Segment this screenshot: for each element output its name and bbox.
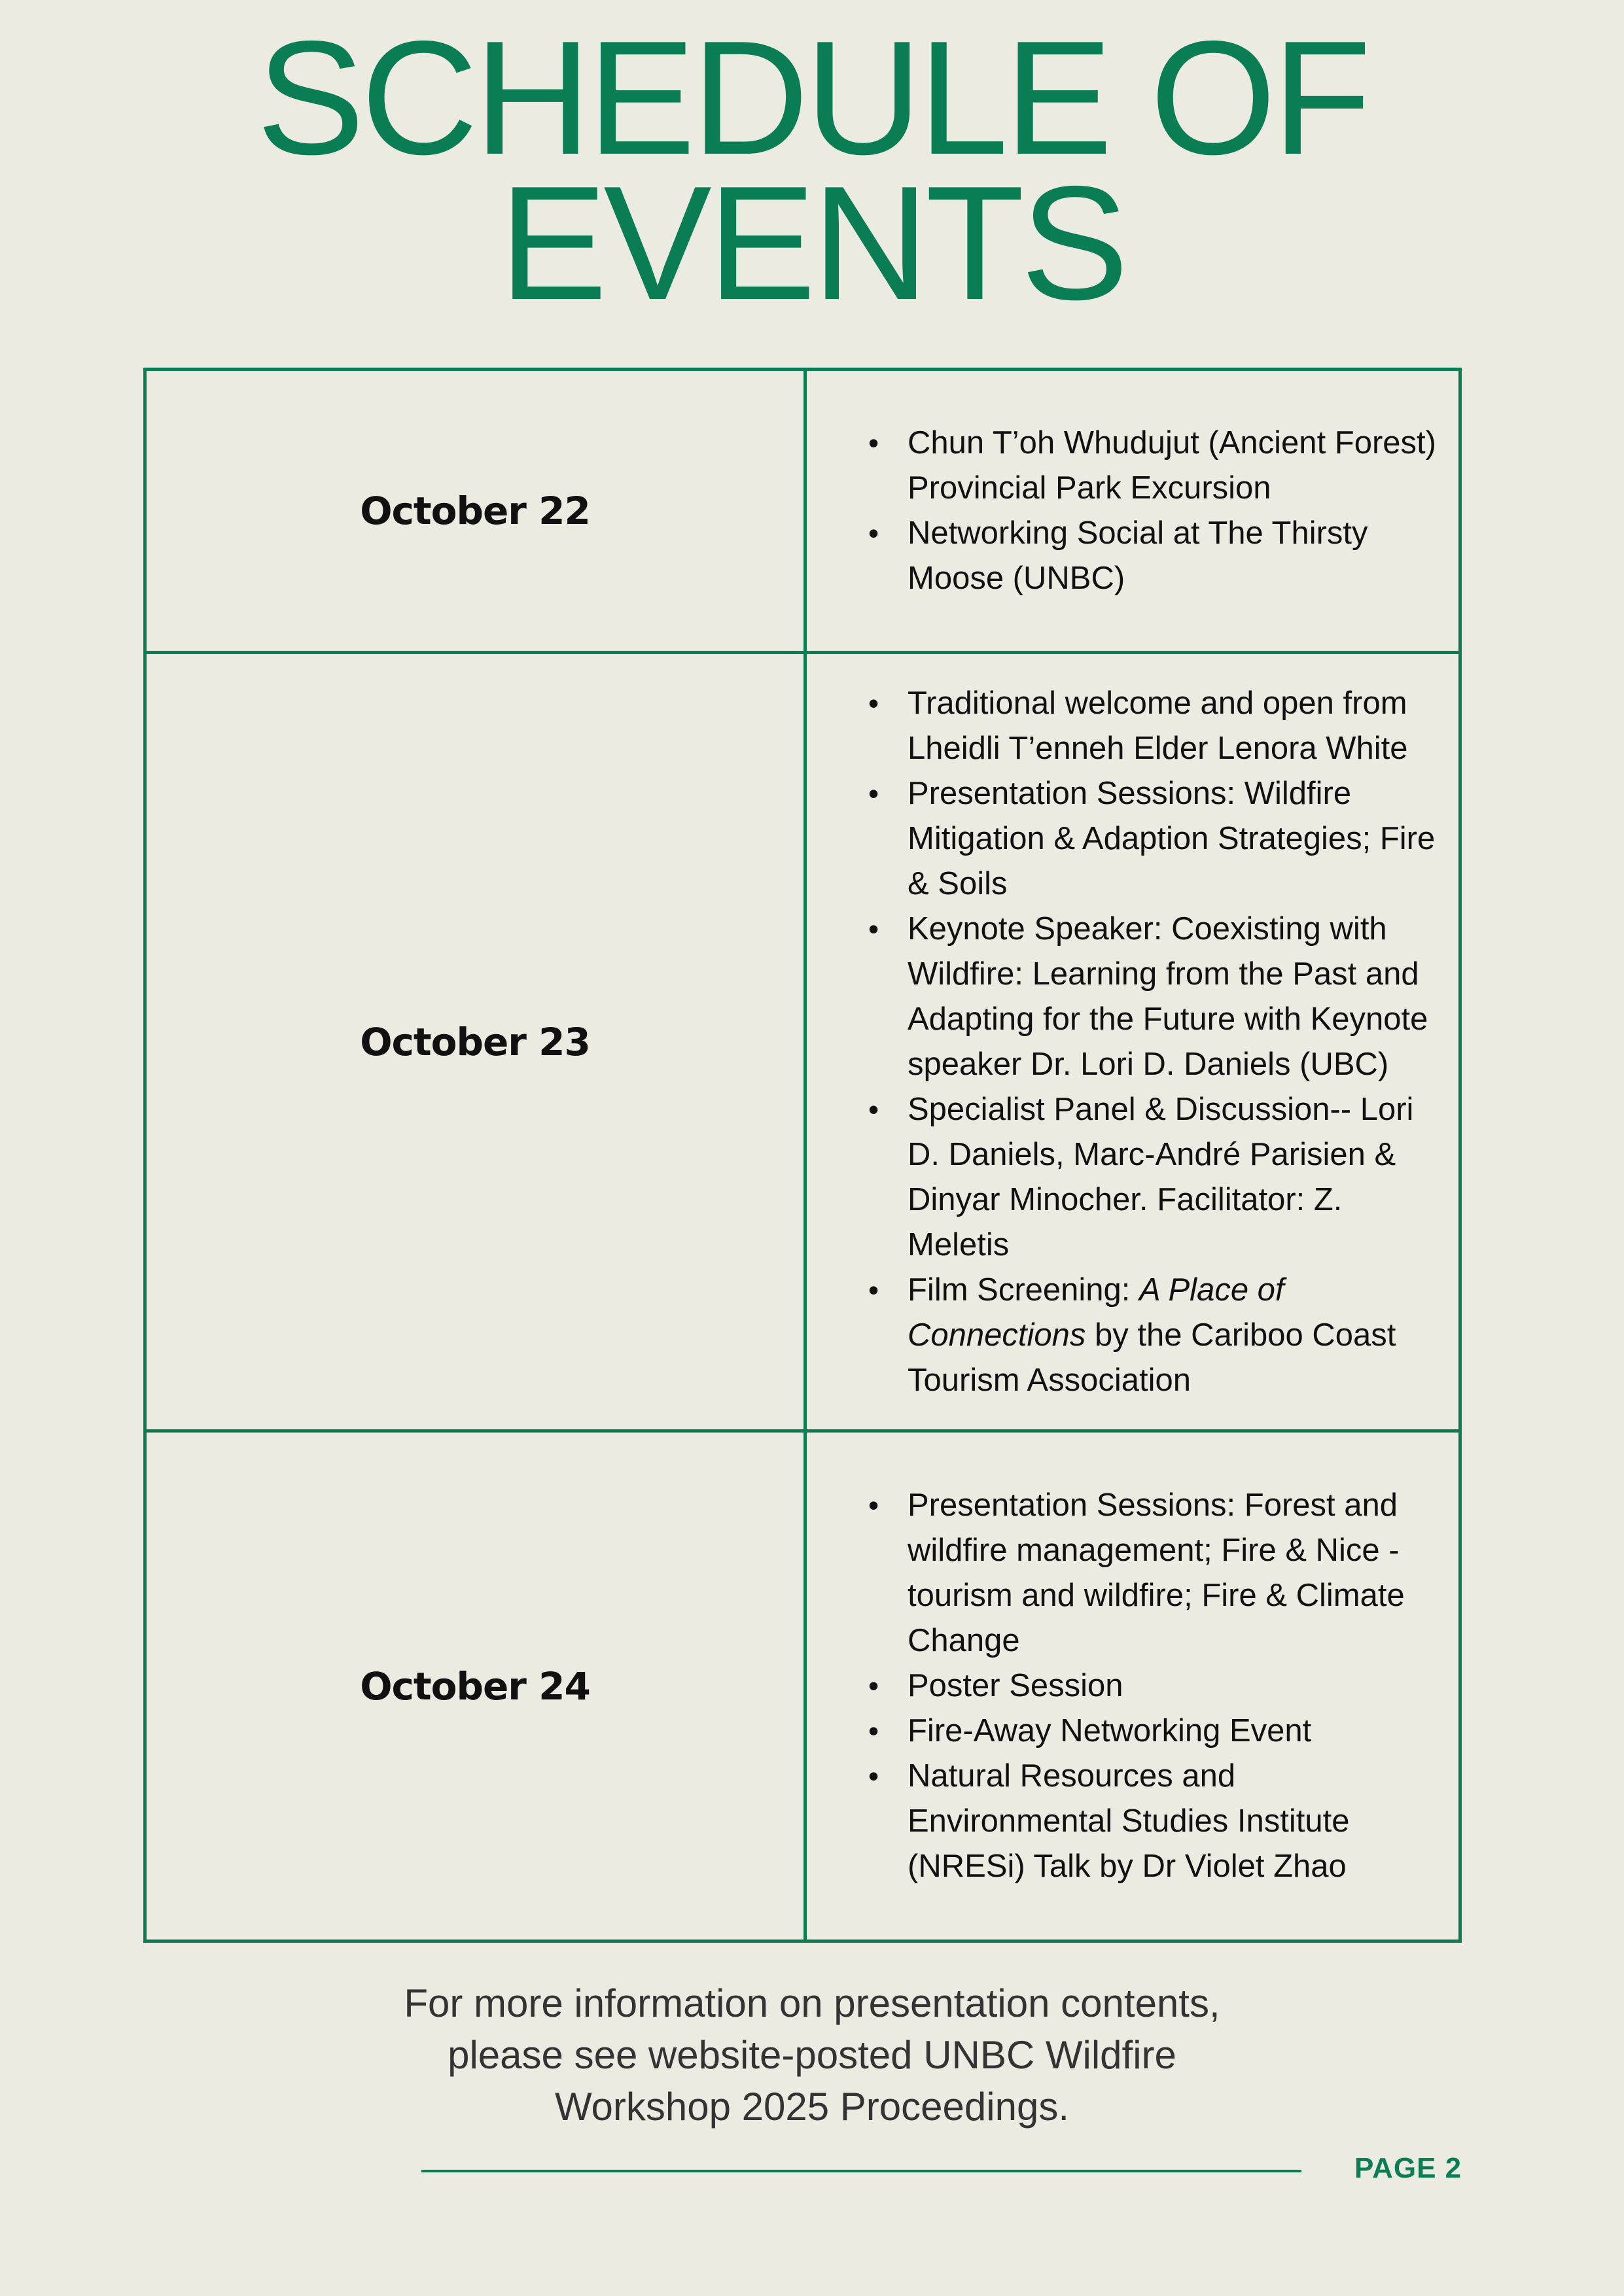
event-item-prefix: Film Screening:: [908, 1272, 1140, 1308]
event-item: • Presentation Sessions: Forest and wildfire management; Fire & Nice - tourism and wildfire; Fire & Climate Change: [908, 1483, 1439, 1663]
date-label: October 23: [360, 1019, 590, 1064]
date-cell: [145, 653, 805, 1431]
footer-divider: [421, 2170, 1301, 2172]
page-title-line-1: SCHEDULE OF: [256, 7, 1368, 188]
film-title: A Place of Connections: [908, 1272, 1284, 1353]
events-cell: [805, 1431, 1460, 1941]
schedule-row-october-22: [145, 370, 1460, 653]
date-cell: [145, 370, 805, 653]
event-item: • Keynote Speaker: Coexisting with Wildfire: Learning from the Past and Adapting for the Future with Keynote speaker Dr. Lori D. Daniels (UBC): [908, 907, 1439, 1087]
event-item: • Poster Session: [908, 1663, 1439, 1709]
events-cell: [805, 653, 1460, 1431]
event-item: • Natural Resources and Environmental Studies Institute (NRESi) Talk by Dr Violet Zhao: [908, 1754, 1439, 1889]
event-item: • Specialist Panel & Discussion-- Lori D. Daniels, Marc-André Parisien & Dinyar Minocher. Facilitator: Z. Meletis: [908, 1087, 1439, 1268]
event-list: [853, 1483, 1439, 1889]
footer-note-line: Workshop 2025 Proceedings.: [554, 2085, 1070, 2129]
date-cell: [145, 1431, 805, 1941]
footer-note-line: For more information on presentation contents,: [404, 1981, 1220, 2025]
page-title-line-2: EVENTS: [499, 152, 1125, 334]
page-number: PAGE 2: [1354, 2152, 1462, 2184]
event-item: • Fire-Away Networking Event: [908, 1709, 1439, 1754]
page-title: [0, 7, 1624, 334]
date-label: October 24: [360, 1663, 590, 1709]
footer-note-line: please see website-posted UNBC Wildfire: [448, 2033, 1176, 2077]
schedule-table: [143, 368, 1462, 1943]
event-item: • Chun T’oh Whudujut (Ancient Forest) Provincial Park Excursion: [908, 421, 1439, 511]
schedule-row-october-23: [145, 653, 1460, 1431]
event-item: • Traditional welcome and open from Lheidli T’enneh Elder Lenora White: [908, 681, 1439, 771]
event-list: [853, 681, 1439, 1403]
event-list: [853, 421, 1439, 601]
schedule-row-october-24: [145, 1431, 1460, 1941]
events-cell: [805, 370, 1460, 653]
event-item-suffix: by the Cariboo Coast Tourism Association: [908, 1317, 1396, 1398]
event-item: • Presentation Sessions: Wildfire Mitigation & Adaption Strategies; Fire & Soils: [908, 771, 1439, 907]
event-item: [908, 1268, 1439, 1403]
event-item: • Networking Social at The Thirsty Moose (UNBC): [908, 511, 1439, 601]
date-label: October 22: [360, 489, 590, 533]
footer-note: [0, 1977, 1624, 2132]
